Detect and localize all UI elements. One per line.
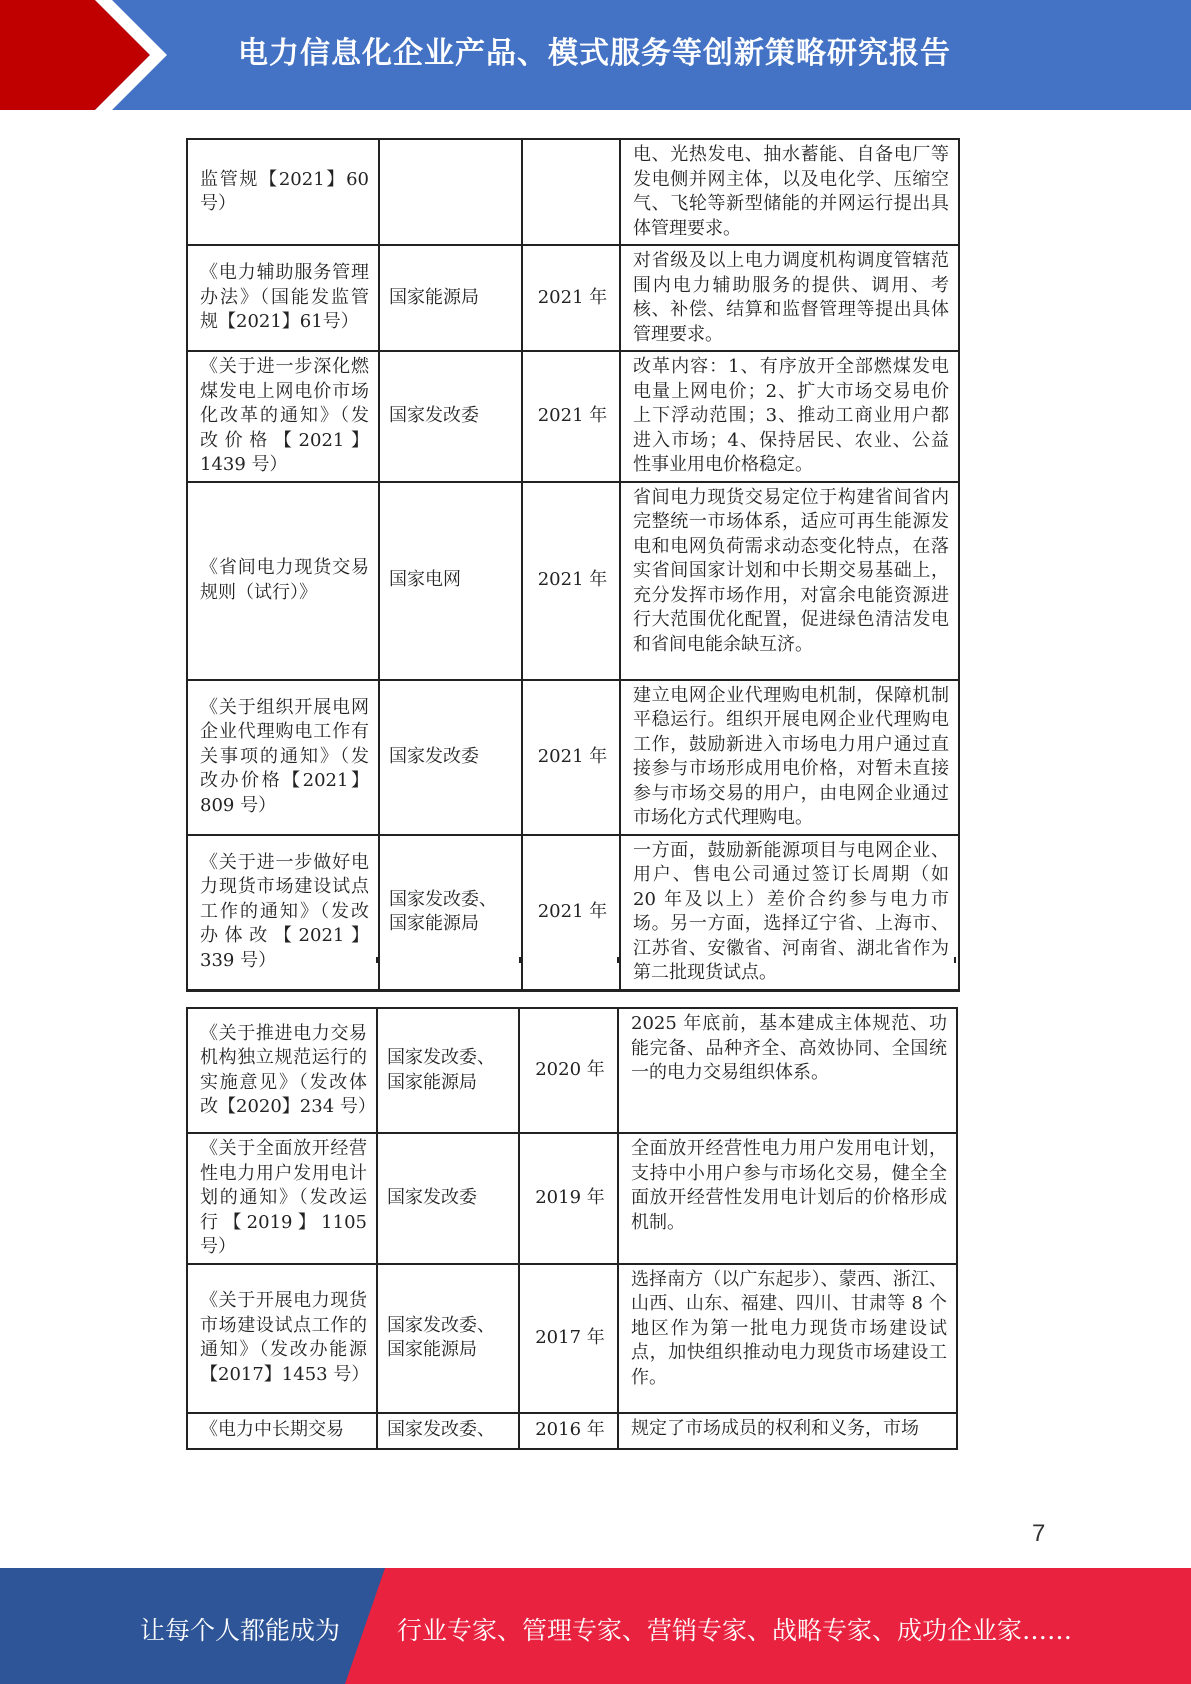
issuer-cell: 国家发改委 [379,351,522,482]
policy-document-cell: 《电力辅助服务管理办法》（国能发监管规【2021】61号） [187,245,379,351]
policy-document-cell: 《关于进一步深化燃煤发电上网电价市场化改革的通知》（发改价格【2021】1439 号） [187,351,379,482]
policy-content-cell: 一方面，鼓励新能源项目与电网企业、用户、售电公司通过签订长周期（如 20 年及以上）差价合约参与电力市场。另一方面，选择辽宁省、上海市、江苏省、安徽省、河南省、湖北省作为第二批现货试点。 [620,835,959,991]
issuer-cell: 国家发改委 [379,680,522,835]
issuer-cell: 国家发改委、 [377,1413,519,1449]
issuer-cell: 国家发改委、国家能源局 [379,835,522,991]
year-cell: 2016 年 [519,1413,618,1449]
year-cell: 2017 年 [519,1264,618,1413]
year-cell: 2021 年 [522,351,620,482]
policy-document-cell: 《省间电力现货交易规则（试行）》 [187,482,379,680]
policy-content-cell: 电、光热发电、抽水蓄能、自备电厂等发电侧并网主体，以及电化学、压缩空气、飞轮等新型储能的并网运行提出具体管理要求。 [620,139,959,245]
footer-slogan-right: 行业专家、管理专家、营销专家、战略专家、成功企业家…… [397,1616,1073,1645]
page-footer [0,1568,1191,1684]
year-cell: 2021 年 [522,835,620,991]
policy-document-cell: 监管规【2021】60号） [187,139,379,245]
issuer-cell [379,139,522,245]
footer-slogan-left: 让每个人都能成为 [140,1616,341,1645]
table-cut-edge [186,957,958,963]
header-chevron-decoration [0,0,240,110]
policy-document-cell: 《关于组织开展电网企业代理购电工作有关事项的通知》（发改办价格【2021】809 号） [187,680,379,835]
issuer-cell: 国家能源局 [379,245,522,351]
policy-table-bottom [186,1007,958,1450]
table-row [187,351,959,482]
policy-content-cell: 选择南方（以广东起步）、蒙西、浙江、山西、山东、福建、四川、甘肃等 8 个地区作为第一批电力现货市场建设试点，加快组织推动电力现货市场建设工作。 [618,1264,957,1413]
policy-table-top [186,138,960,992]
report-title: 电力信息化企业产品、模式服务等创新策略研究报告 [238,36,951,71]
year-cell [522,139,620,245]
policy-content-cell: 对省级及以上电力调度机构调度管辖范围内电力辅助服务的提供、调用、考核、补偿、结算和监督管理等提出具体管理要求。 [620,245,959,351]
policy-document-cell: 《电力中长期交易 [187,1413,377,1449]
issuer-cell: 国家电网 [379,482,522,680]
page-number: 7 [1032,1520,1046,1547]
year-cell: 2021 年 [522,482,620,680]
policy-document-cell: 《关于开展电力现货市场建设试点工作的通知》（发改办能源【2017】1453 号） [187,1264,377,1413]
policy-content-cell: 规定了市场成员的权利和义务，市场 [618,1413,957,1449]
policy-content-cell: 省间电力现货交易定位于构建省间省内完整统一市场体系，适应可再生能源发电和电网负荷需求动态变化特点，在落实省间国家计划和中长期交易基础上，充分发挥市场作用，对富余电能资源进行大范围优化配置，促进绿色清洁发电和省间电能余缺互济。 [620,482,959,680]
table-row [187,1264,957,1413]
year-cell: 2021 年 [522,680,620,835]
policy-document-cell: 《关于推进电力交易机构独立规范运行的实施意见》（发改体改【2020】234 号） [187,1008,377,1133]
policy-content-cell: 2025 年底前，基本建成主体规范、功能完备、品种齐全、高效协同、全国统一的电力交易组织体系。 [618,1008,957,1133]
issuer-cell: 国家发改委、国家能源局 [377,1264,519,1413]
year-cell: 2021 年 [522,245,620,351]
table-row [187,1133,957,1264]
policy-document-cell: 《关于全面放开经营性电力用户发用电计划的通知》（发改运行【2019】1105 号） [187,1133,377,1264]
table-row [187,835,959,991]
year-cell: 2020 年 [519,1008,618,1133]
table-row [187,680,959,835]
policy-content-cell: 改革内容：1、有序放开全部燃煤发电电量上网电价；2、扩大市场交易电价上下浮动范围；3、推动工商业用户都进入市场；4、保持居民、农业、公益性事业用电价格稳定。 [620,351,959,482]
table-row [187,1413,957,1449]
policy-content-cell: 建立电网企业代理购电机制，保障机制平稳运行。组织开展电网企业代理购电工作，鼓励新进入市场电力用户通过直接参与市场形成用电价格，对暂未直接参与市场交易的用户，由电网企业通过市场化方式代理购电。 [620,680,959,835]
page-header [0,0,1191,110]
table-row [187,1008,957,1133]
policy-document-cell: 《关于进一步做好电力现货市场建设试点工作的通知》（发改办体改【2021】339 号） [187,835,379,991]
table-row [187,482,959,680]
table-row [187,139,959,245]
issuer-cell: 国家发改委 [377,1133,519,1264]
table-row [187,245,959,351]
policy-content-cell: 全面放开经营性电力用户发用电计划，支持中小用户参与市场化交易，健全全面放开经营性发用电计划后的价格形成机制。 [618,1133,957,1264]
issuer-cell: 国家发改委、国家能源局 [377,1008,519,1133]
year-cell: 2019 年 [519,1133,618,1264]
